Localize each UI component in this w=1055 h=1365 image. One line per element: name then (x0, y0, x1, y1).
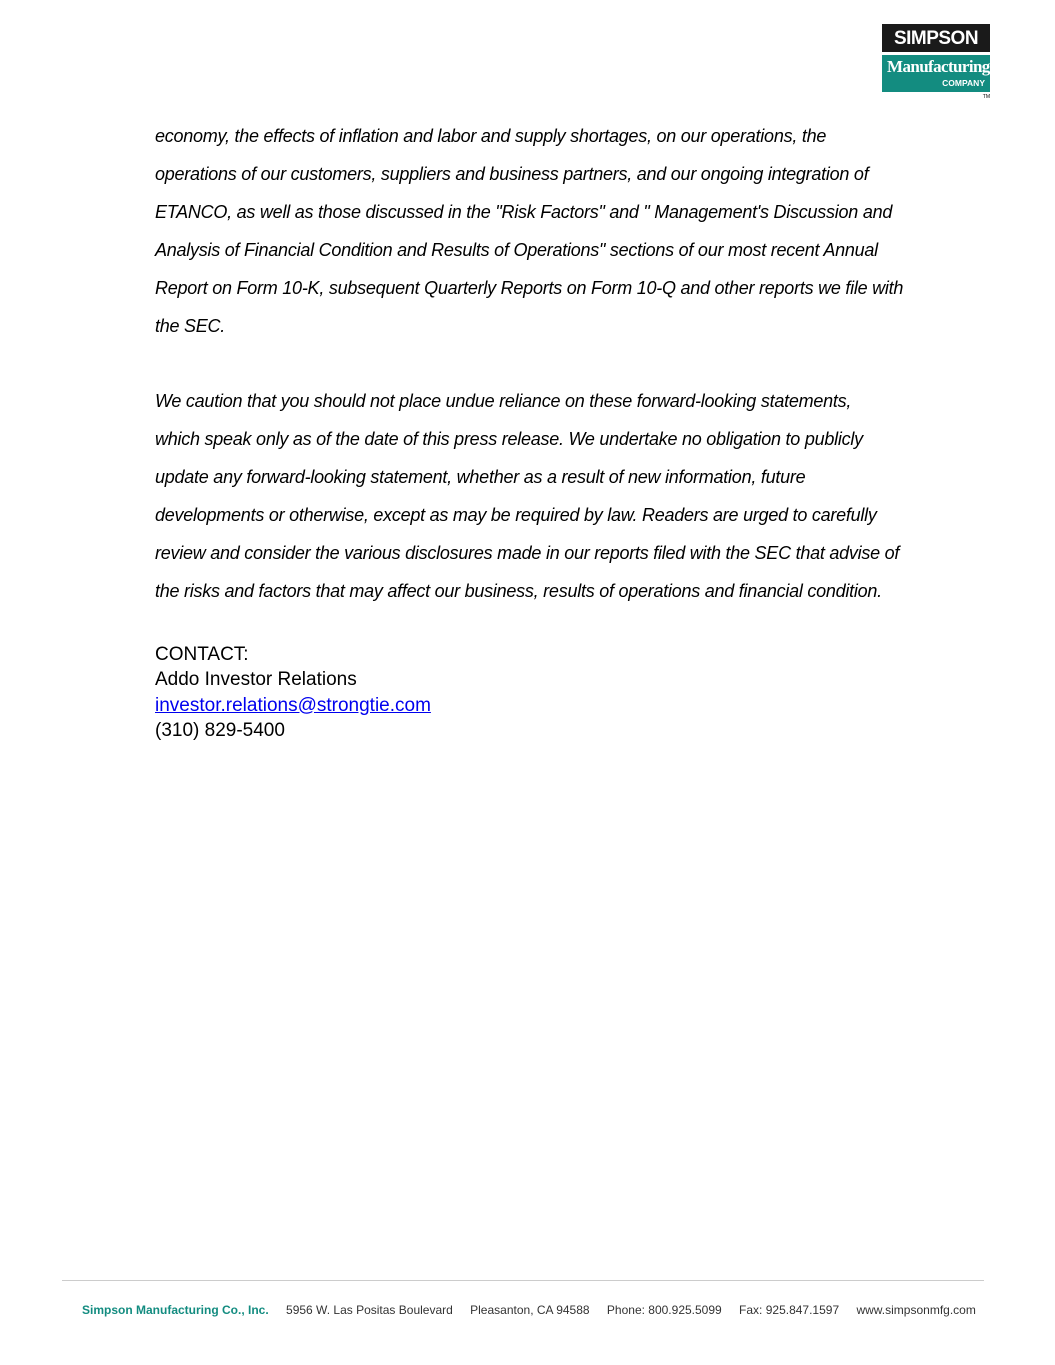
logo-teal-block (882, 55, 990, 92)
paragraph-line: economy, the effects of inflation and labor and supply shortages, on our operations, the (155, 126, 827, 146)
footer-divider (62, 1280, 984, 1281)
logo-trademark: TM (982, 94, 990, 100)
paragraph-line: Analysis of Financial Condition and Results of Operations" sections of our most recent Annual (155, 239, 878, 260)
contact-block (155, 642, 431, 743)
paragraph-line: review and consider the various disclosures made in our reports filed with the SEC that advise of (155, 542, 900, 563)
logo-simpson-text: SIMPSON (882, 24, 990, 52)
footer-website: www.simpsonmfg.com (856, 1303, 976, 1317)
paragraph-line: the SEC. (155, 315, 226, 336)
footer-city: Pleasanton, CA 94588 (470, 1303, 590, 1317)
contact-email-link[interactable]: investor.relations@strongtie.com (155, 694, 431, 716)
footer-address: 5956 W. Las Positas Boulevard (286, 1303, 453, 1317)
forward-looking-paragraph-2 (155, 383, 985, 610)
footer-company-name: Simpson Manufacturing Co., Inc. (82, 1303, 269, 1317)
paragraph-line: update any forward-looking statement, whether as a result of new information, future (155, 466, 806, 487)
paragraph-line: We caution that you should not place undue reliance on these forward-looking statements, (155, 391, 852, 411)
paragraph-line: operations of our customers, suppliers and business partners, and our ongoing integration of (155, 163, 869, 184)
paragraph-line: the risks and factors that may affect our business, results of operations and financial condition. (155, 580, 882, 601)
logo-manufacturing-text: Manufacturing (887, 57, 990, 76)
paragraph-line: Report on Form 10-K, subsequent Quarterly Reports on Form 10-Q and other reports we file with (155, 277, 904, 298)
forward-looking-paragraph-1 (155, 118, 985, 345)
contact-heading: CONTACT: (155, 644, 249, 665)
paragraph-line: which speak only as of the date of this press release. We undertake no obligation to publicly (155, 428, 863, 449)
contact-phone: (310) 829-5400 (155, 719, 285, 741)
contact-name: Addo Investor Relations (155, 669, 357, 691)
paragraph-line: developments or otherwise, except as may be required by law. Readers are urged to carefully (155, 504, 877, 525)
logo-company-text: COMPANY (942, 78, 985, 88)
paragraph-line: ETANCO, as well as those discussed in the "Risk Factors" and " Management's Discussion and (155, 201, 893, 222)
footer-phone: Phone: 800.925.5099 (606, 1303, 722, 1317)
company-logo (882, 24, 990, 100)
page-footer (82, 1303, 976, 1317)
footer-fax: Fax: 925.847.1597 (739, 1303, 840, 1317)
